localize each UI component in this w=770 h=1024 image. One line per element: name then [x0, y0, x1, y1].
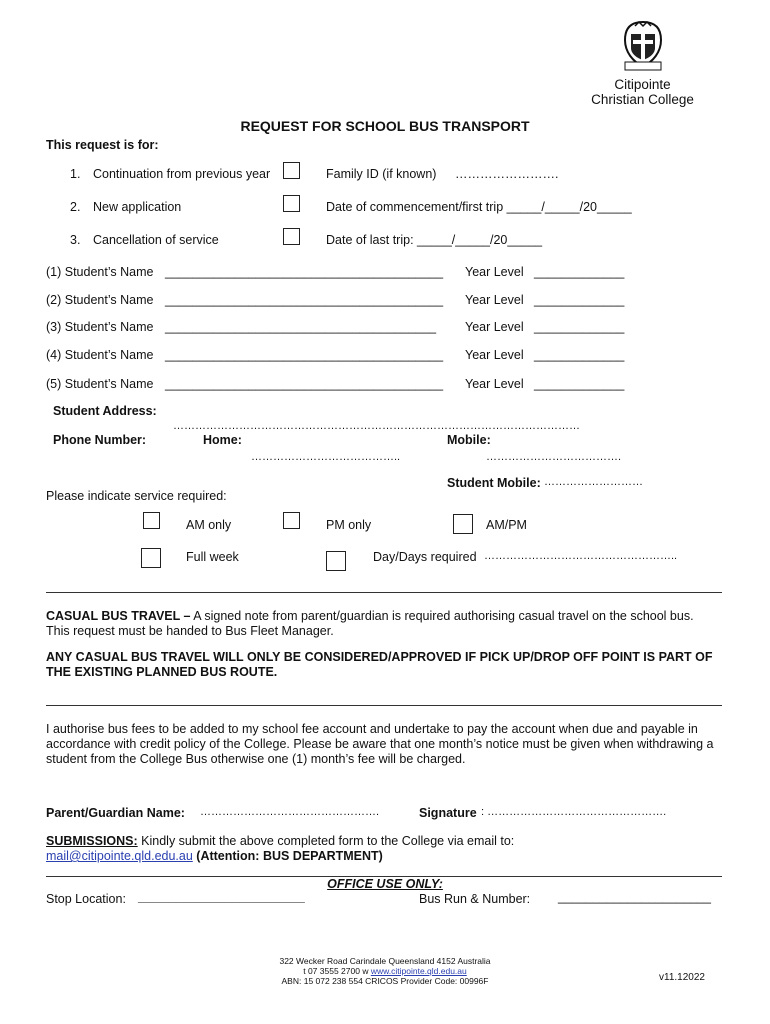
- student-mobile-label: Student Mobile:: [447, 476, 541, 490]
- commencement-date-field[interactable]: Date of commencement/first trip _____/_____/20_____: [326, 200, 632, 214]
- attention-text: (Attention: BUS DEPARTMENT): [196, 849, 383, 863]
- new-application-checkbox[interactable]: [283, 195, 300, 212]
- casual-text-2: This request must be handed to Bus Fleet Manager.: [46, 624, 334, 638]
- logo-line-1: Citipointe: [614, 77, 671, 92]
- student-5-year-field[interactable]: _____________: [534, 377, 625, 391]
- logo-line-2: Christian College: [591, 92, 694, 107]
- student-4-label: (4) Student’s Name: [46, 348, 154, 362]
- authorisation-paragraph: I authorise bus fees to be added to my school fee account and undertake to pay the account when due and payable in accordance with credit policy of the College. Please be aware that one month’s notice must be given when withdrawing a student from the College Bus otherwise one (1) month’s fee will be charged.: [46, 722, 714, 766]
- student-1-label: (1) Student’s Name: [46, 265, 154, 279]
- pm-only-checkbox[interactable]: [283, 512, 300, 529]
- student-2-label: (2) Student’s Name: [46, 293, 154, 307]
- email-line: [46, 849, 383, 863]
- am-only-label: AM only: [186, 518, 232, 532]
- office-use-heading: OFFICE USE ONLY:: [327, 877, 443, 891]
- student-3-label: (3) Student’s Name: [46, 320, 154, 334]
- student-1-year-field[interactable]: _____________: [534, 265, 625, 279]
- student-mobile-field[interactable]: ………………………: [544, 476, 643, 488]
- email-link[interactable]: mail@citipointe.qld.edu.au: [46, 849, 193, 863]
- submissions-label: SUBMISSIONS:: [46, 834, 138, 848]
- student-3-year-label: Year Level: [465, 320, 524, 334]
- student-4-name-field[interactable]: ________________________________________: [165, 348, 444, 362]
- college-logo: [585, 18, 700, 107]
- divider-1: [46, 592, 722, 593]
- option-1-number: 1.: [70, 167, 81, 181]
- days-required-checkbox[interactable]: [326, 551, 346, 571]
- am-pm-checkbox[interactable]: [453, 514, 473, 534]
- pm-only-label: PM only: [326, 518, 372, 532]
- footer-phone: t 07 3555 2700 w: [303, 966, 371, 976]
- student-4-year-label: Year Level: [465, 348, 524, 362]
- phone-label: Phone Number:: [53, 433, 147, 447]
- full-week-checkbox[interactable]: [141, 548, 161, 568]
- crest-icon: [617, 18, 669, 74]
- student-3-name-field[interactable]: _______________________________________: [165, 320, 437, 334]
- student-3-year-field[interactable]: _____________: [534, 320, 625, 334]
- option-2-label: New application: [93, 200, 182, 214]
- days-required-label: Day/Days required: [373, 550, 477, 564]
- student-5-name-field[interactable]: ________________________________________: [165, 377, 444, 391]
- stop-location-field[interactable]: ________________________: [138, 890, 305, 904]
- signature-label: Signature: [419, 806, 477, 820]
- address-field[interactable]: …………………………………………………………………………………………………: [173, 420, 580, 432]
- footer-address: 322 Wecker Road Carindale Queensland 4152 Australia: [279, 956, 491, 966]
- bus-run-field[interactable]: ______________________: [558, 890, 711, 904]
- student-5-year-label: Year Level: [465, 377, 524, 391]
- casual-heading: CASUAL BUS TRAVEL –: [46, 609, 191, 623]
- student-2-year-label: Year Level: [465, 293, 524, 307]
- full-week-label: Full week: [186, 550, 239, 564]
- request-for-label: This request is for:: [46, 138, 159, 152]
- home-phone-label: Home:: [203, 433, 242, 447]
- student-2-year-field[interactable]: _____________: [534, 293, 625, 307]
- family-id-label: Family ID (if known): [326, 167, 437, 181]
- student-5-label: (5) Student’s Name: [46, 377, 154, 391]
- mobile-field[interactable]: ……………………………….: [486, 451, 622, 463]
- student-1-name-field[interactable]: ________________________________________: [165, 265, 444, 279]
- page-title: REQUEST FOR SCHOOL BUS TRANSPORT: [240, 118, 530, 134]
- version-label: v11.12022: [659, 972, 705, 983]
- mobile-label: Mobile:: [447, 433, 491, 447]
- bus-run-label: Bus Run & Number:: [419, 892, 531, 906]
- stop-location-label: Stop Location:: [46, 892, 126, 906]
- option-3-label: Cancellation of service: [93, 233, 219, 247]
- signature-field[interactable]: : ………………………………………….: [481, 806, 667, 818]
- footer-contact: [0, 966, 770, 976]
- footer-website-link[interactable]: www.citipointe.qld.edu.au: [370, 966, 467, 976]
- student-1-year-label: Year Level: [465, 265, 524, 279]
- parent-name-field[interactable]: ………………………………………….: [200, 806, 380, 818]
- home-phone-field[interactable]: …………………………………..: [251, 451, 401, 463]
- option-1-label: Continuation from previous year: [93, 167, 271, 181]
- days-required-field[interactable]: ……………………………………………..: [484, 550, 678, 562]
- cancellation-checkbox[interactable]: [283, 228, 300, 245]
- am-pm-label: AM/PM: [486, 518, 527, 532]
- family-id-field[interactable]: …………………….: [455, 167, 559, 181]
- last-trip-date-field[interactable]: Date of last trip: _____/_____/20_____: [326, 233, 543, 247]
- submissions-text: Kindly submit the above completed form to the College via email to:: [137, 834, 515, 848]
- service-label: Please indicate service required:: [46, 489, 227, 503]
- submissions-line: [46, 834, 514, 848]
- option-3-number: 3.: [70, 233, 81, 247]
- parent-name-label: Parent/Guardian Name:: [46, 806, 185, 820]
- student-4-year-field[interactable]: _____________: [534, 348, 625, 362]
- casual-warning: ANY CASUAL BUS TRAVEL WILL ONLY BE CONSIDERED/APPROVED IF PICK UP/DROP OFF POINT IS PART OF THE EXISTING PLANNED BUS ROUTE.: [46, 650, 713, 679]
- continuation-checkbox[interactable]: [283, 162, 300, 179]
- option-2-number: 2.: [70, 200, 81, 214]
- student-2-name-field[interactable]: ________________________________________: [165, 293, 444, 307]
- footer-abn: ABN: 15 072 238 554 CRICOS Provider Code: 00996F: [281, 976, 489, 986]
- am-only-checkbox[interactable]: [143, 512, 160, 529]
- casual-text: A signed note from parent/guardian is required authorising casual travel on the school bus.: [190, 609, 694, 623]
- address-label: Student Address:: [53, 404, 157, 418]
- casual-travel-paragraph: [46, 609, 726, 639]
- divider-2: [46, 705, 722, 706]
